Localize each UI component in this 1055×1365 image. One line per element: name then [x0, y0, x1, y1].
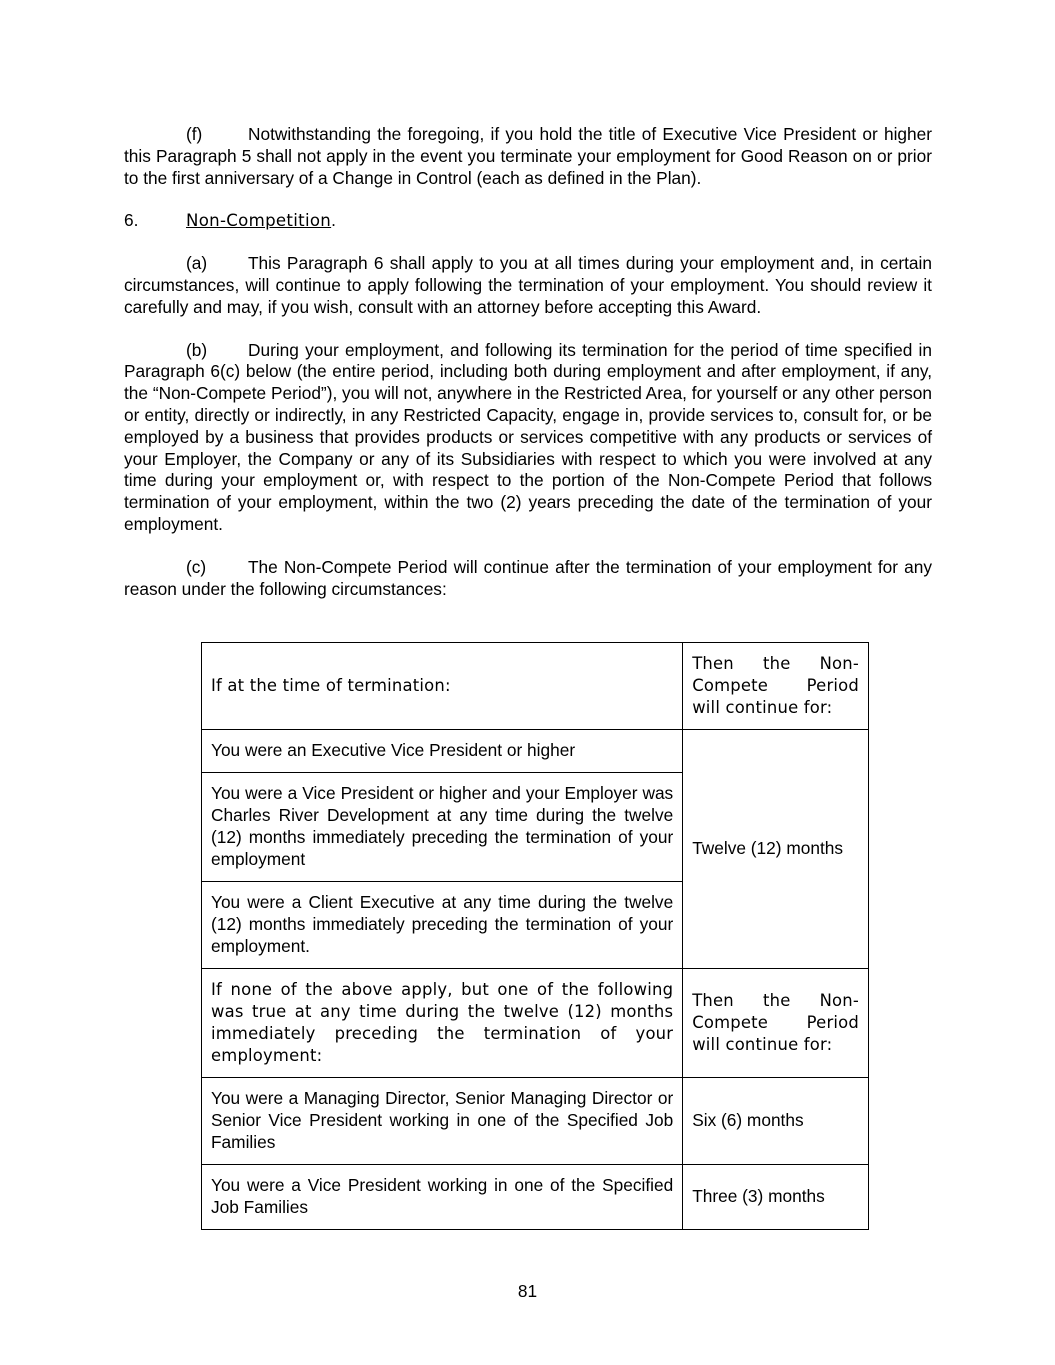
table-header-row: [202, 643, 869, 730]
paragraph-text: During your employment, and following its termination for the period of time specified in Paragraph 6(c) below (the entire period, including both during employment and after employment, if any, the “Non-Compete Period”), you will not, anywhere in the Restricted Area, for yourself or any other person or entity, directly or indirectly, in any Restricted Capacity, engage in, provide services to, consult for, or be employed by a business that provides products or services competitive with any products or services of your Employer, the Company or any of its Subsidiaries with respect to which you were involved at any time during your employment or, with respect to the portion of the Non-Compete Period that follows termination of your employment, within the two (2) years preceding the date of the termination of your employment.: [124, 339, 932, 534]
paragraph-text: The Non-Compete Period will continue after the termination of your employment for any reason under the following circumstances:: [124, 556, 932, 599]
table-row: [202, 730, 869, 773]
table-subheader-condition: If none of the above apply, but one of the following was true at any time during the twelve (12) months immediately preceding the termination of your employment:: [202, 969, 683, 1078]
table-subheader-row: [202, 969, 869, 1078]
table-cell-condition: You were an Executive Vice President or higher: [202, 730, 683, 773]
paragraph-text: This Paragraph 6 shall apply to you at all times during your employment and, in certain circumstances, will continue to apply following the termination of your employment. You should review it carefully and may, if you wish, consult with an attorney before accepting this Award.: [124, 253, 932, 317]
section-number: 6.: [124, 210, 139, 231]
paragraph-label: (a): [186, 253, 208, 274]
page-number: 81: [517, 1281, 538, 1301]
paragraph-label: (b): [186, 339, 208, 360]
table-cell-condition: You were a Managing Director, Senior Managing Director or Senior Vice President working in one of the Specified Job Families: [202, 1078, 683, 1165]
table-cell-period-three-months: Three (3) months: [683, 1165, 869, 1230]
table-cell-condition: You were a Vice President or higher and your Employer was Charles River Development at any time during the twelve (12) months immediately preceding the termination of your employment: [202, 773, 683, 882]
table-cell-condition: You were a Client Executive at any time during the twelve (12) months immediately preceding the termination of your employment.: [202, 882, 683, 969]
paragraph-6c: [124, 557, 932, 601]
table-cell-period-six-months: Six (6) months: [683, 1078, 869, 1165]
paragraph-6a: [124, 253, 932, 318]
paragraph-5f: [124, 124, 932, 189]
document-body: [124, 124, 932, 600]
section-heading-6: [124, 210, 932, 232]
non-compete-period-table: [201, 642, 869, 1230]
paragraph-6b: [124, 340, 932, 536]
paragraph-label: (c): [186, 556, 207, 577]
table-header-period: Then the Non-Compete Period will continue for:: [683, 643, 869, 730]
section-title-period: .: [331, 210, 336, 231]
paragraph-text: Notwithstanding the foregoing, if you hold the title of Executive Vice President or higher this Paragraph 5 shall not apply in the event you terminate your employment for Good Reason on or prior to the first anniversary of a Change in Control (each as defined in the Plan).: [124, 124, 932, 188]
table-row: [202, 1078, 869, 1165]
table-header-condition: If at the time of termination:: [202, 643, 683, 730]
section-title: Non-Competition: [186, 211, 332, 231]
table-cell-condition: You were a Vice President working in one of the Specified Job Families: [202, 1165, 683, 1230]
table-subheader-period: Then the Non-Compete Period will continue for:: [683, 969, 869, 1078]
table-row: [202, 1165, 869, 1230]
table-cell-period-twelve-months: Twelve (12) months: [683, 730, 869, 969]
paragraph-label: (f): [186, 124, 203, 144]
